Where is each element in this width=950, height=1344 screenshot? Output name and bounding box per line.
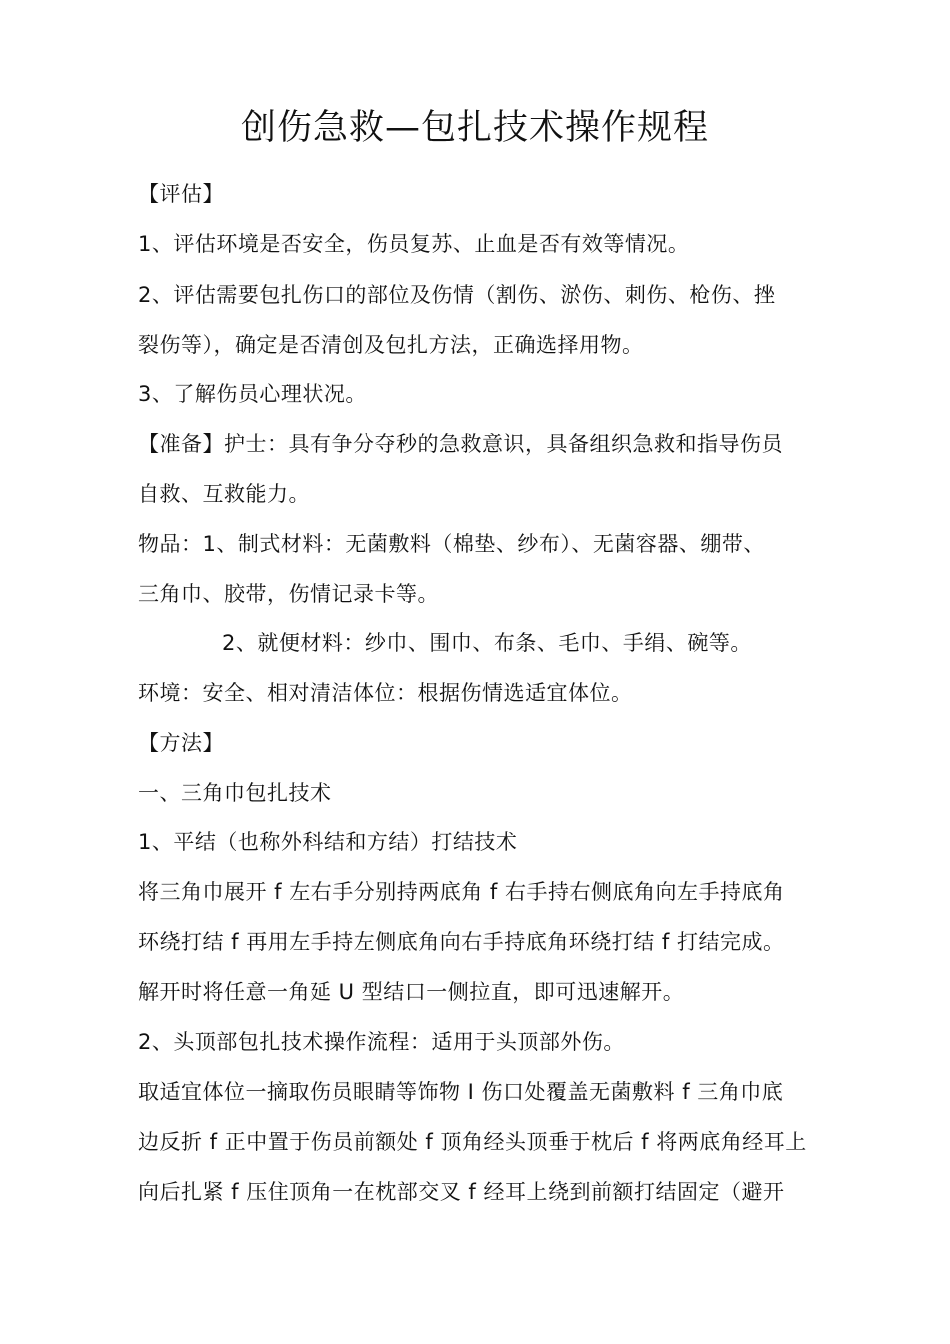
page-title: 创伤急救—包扎技术操作规程 (240, 108, 709, 148)
text-line: 取适宜体位一摘取伤员眼睛等饰物 I 伤口处覆盖无菌敷料 f 三角巾底 (138, 1080, 784, 1104)
text-line: 环绕打结 f 再用左手持左侧底角向右手持底角环绕打结 f 打结完成。 (138, 930, 785, 954)
text-line: 裂伤等），确定是否清创及包扎方法，正确选择用物。 (138, 333, 644, 357)
text-line: 三角巾、胶带，伤情记录卡等。 (138, 582, 439, 606)
text-line: 2、就便材料：纱巾、围巾、布条、毛巾、手绢、碗等。 (222, 631, 752, 655)
text-line: 边反折 f 正中置于伤员前额处 f 顶角经头顶垂于枕后 f 将两底角经耳上 (138, 1130, 807, 1154)
text-line: 2、评估需要包扎伤口的部位及伤情（割伤、淤伤、刺伤、枪伤、挫 (138, 283, 776, 307)
section-heading-method: 【方法】 (138, 731, 224, 755)
text-line: 环境：安全、相对清洁体位：根据伤情选适宜体位。 (138, 681, 633, 705)
text-line: 2、头顶部包扎技术操作流程：适用于头顶部外伤。 (138, 1030, 625, 1054)
subsection-heading: 一、三角巾包扎技术 (138, 781, 332, 805)
text-line: 自救、互救能力。 (138, 482, 310, 506)
section-heading-assessment: 【评估】 (138, 182, 224, 206)
text-line: 1、评估环境是否安全，伤员复苏、止血是否有效等情况。 (138, 232, 690, 256)
text-line: 解开时将任意一角延 U 型结口一侧拉直，即可迅速解开。 (138, 980, 685, 1004)
text-line: 向后扎紧 f 压住顶角一在枕部交叉 f 经耳上绕到前额打结固定（避开 (138, 1180, 785, 1204)
text-line: 将三角巾展开 f 左右手分别持两底角 f 右手持右侧底角向左手持底角 (138, 880, 785, 904)
text-line: 3、了解伤员心理状况。 (138, 382, 367, 406)
section-heading-preparation: 【准备】护士：具有争分夺秒的急救意识，具备组织急救和指导伤员 (138, 432, 783, 456)
text-line: 物品：1、制式材料：无菌敷料（棉垫、纱布）、无菌容器、绷带、 (138, 532, 765, 556)
text-line: 1、平结（也称外科结和方结）打结技术 (138, 830, 518, 854)
